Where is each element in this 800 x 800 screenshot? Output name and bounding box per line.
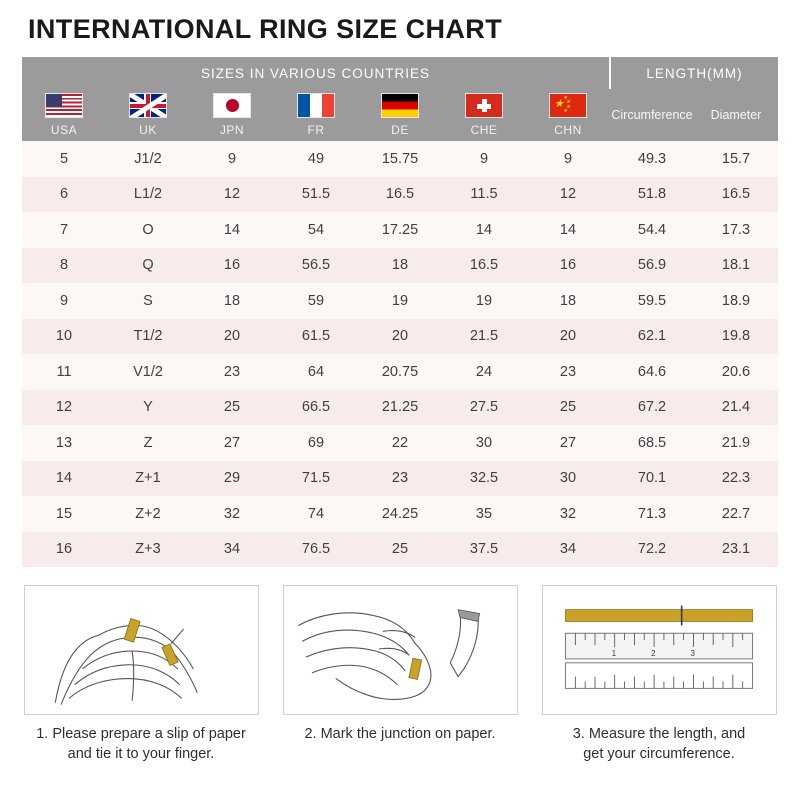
country-code-uk: UK [139,123,157,137]
cell-de: 16.5 [358,177,442,213]
country-code-fr: FR [307,123,325,137]
cell-de: 18 [358,248,442,284]
cell-fr: 56.5 [274,248,358,284]
cell-diameter: 20.6 [694,354,778,390]
svg-text:3: 3 [690,648,695,658]
cell-uk: Z [106,425,190,461]
cell-uk: S [106,283,190,319]
cell-circumference: 54.4 [610,212,694,248]
header-cell-fr [274,89,358,141]
cell-jpn: 20 [190,319,274,355]
cell-usa: 10 [22,319,106,355]
cell-chn: 23 [526,354,610,390]
cell-fr: 76.5 [274,532,358,568]
step-1 [22,585,260,764]
cell-usa: 15 [22,496,106,532]
cell-de: 23 [358,461,442,497]
cell-diameter: 18.1 [694,248,778,284]
table-body [22,141,778,567]
cell-uk: L1/2 [106,177,190,213]
cell-de: 20.75 [358,354,442,390]
table-row [22,248,778,284]
cell-chn: 18 [526,283,610,319]
cell-jpn: 29 [190,461,274,497]
cell-fr: 61.5 [274,319,358,355]
china-flag-icon: ★ ★ ★ ★ ★ [549,93,587,118]
cell-jpn: 9 [190,141,274,177]
step-1-line-1: 1. Please prepare a slip of paper [36,726,246,742]
cell-circumference: 49.3 [610,141,694,177]
header-flags-row [22,89,778,141]
cell-diameter: 23.1 [694,532,778,568]
cell-diameter: 19.8 [694,319,778,355]
country-code-jpn: JPN [219,123,245,137]
svg-text:1: 1 [611,648,616,658]
cell-jpn: 14 [190,212,274,248]
cell-jpn: 16 [190,248,274,284]
hand-marking-paper-with-pen-illustration [283,585,518,715]
cell-jpn: 12 [190,177,274,213]
table-row [22,496,778,532]
cell-de: 24.25 [358,496,442,532]
cell-circumference: 72.2 [610,532,694,568]
country-code-usa: USA [50,123,78,137]
cell-circumference: 56.9 [610,248,694,284]
cell-jpn: 23 [190,354,274,390]
cell-diameter: 18.9 [694,283,778,319]
hand-with-paper-strip-illustration [24,585,259,715]
cell-usa: 11 [22,354,106,390]
uk-flag-icon [129,93,167,118]
table-row [22,177,778,213]
cell-de: 21.25 [358,390,442,426]
france-flag-icon [297,93,335,118]
step-2-line-1: 2. Mark the junction on paper. [304,726,496,742]
cell-usa: 16 [22,532,106,568]
cell-diameter: 22.7 [694,496,778,532]
cell-fr: 66.5 [274,390,358,426]
cell-chn: 9 [526,141,610,177]
cell-fr: 54 [274,212,358,248]
cell-de: 20 [358,319,442,355]
cell-de: 19 [358,283,442,319]
header-group-row [22,57,778,89]
cell-uk: V1/2 [106,354,190,390]
cell-uk: Z+1 [106,461,190,497]
cell-de: 22 [358,425,442,461]
header-cell-de [358,89,442,141]
cell-chn: 14 [526,212,610,248]
cell-diameter: 15.7 [694,141,778,177]
header-cell-diameter [694,89,778,141]
step-1-line-2: and tie it to your finger. [67,746,215,762]
cell-usa: 7 [22,212,106,248]
cell-diameter: 17.3 [694,212,778,248]
svg-text:2: 2 [650,648,656,658]
cell-jpn: 25 [190,390,274,426]
cell-fr: 51.5 [274,177,358,213]
header-cell-circumference [610,89,694,141]
ring-size-table [22,57,778,567]
cell-fr: 64 [274,354,358,390]
diameter-label: Diameter [710,108,762,122]
cell-usa: 14 [22,461,106,497]
cell-uk: Z+2 [106,496,190,532]
cell-che: 11.5 [442,177,526,213]
cell-de: 25 [358,532,442,568]
header-cell-che [442,89,526,141]
cell-usa: 6 [22,177,106,213]
cell-che: 35 [442,496,526,532]
cell-uk: Q [106,248,190,284]
header-cell-usa [22,89,106,141]
cell-diameter: 16.5 [694,177,778,213]
cell-chn: 12 [526,177,610,213]
header-group-countries: SIZES IN VARIOUS COUNTRIES [22,57,610,89]
table-row [22,354,778,390]
cell-uk: O [106,212,190,248]
table-row [22,212,778,248]
cell-che: 9 [442,141,526,177]
cell-jpn: 32 [190,496,274,532]
table-header [22,57,778,141]
table-row [22,425,778,461]
usa-flag-icon [45,93,83,118]
cell-diameter: 21.4 [694,390,778,426]
cell-de: 17.25 [358,212,442,248]
cell-che: 21.5 [442,319,526,355]
cell-uk: Z+3 [106,532,190,568]
cell-che: 24 [442,354,526,390]
step-3-caption [573,724,746,764]
cell-che: 16.5 [442,248,526,284]
table-row [22,532,778,568]
cell-chn: 32 [526,496,610,532]
cell-usa: 13 [22,425,106,461]
cell-circumference: 59.5 [610,283,694,319]
cell-circumference: 71.3 [610,496,694,532]
table-row [22,461,778,497]
header-group-length: LENGTH(MM) [610,57,778,89]
germany-flag-icon [381,93,419,118]
cell-uk: J1/2 [106,141,190,177]
cell-circumference: 62.1 [610,319,694,355]
cell-che: 37.5 [442,532,526,568]
cell-usa: 9 [22,283,106,319]
cell-circumference: 51.8 [610,177,694,213]
table-row [22,283,778,319]
instruction-steps [22,585,778,764]
step-3 [540,585,778,764]
cell-diameter: 22.3 [694,461,778,497]
cell-diameter: 21.9 [694,425,778,461]
table-row [22,319,778,355]
step-2 [281,585,519,764]
step-1-caption [36,724,246,764]
japan-flag-icon [213,93,251,118]
cell-jpn: 18 [190,283,274,319]
cell-chn: 27 [526,425,610,461]
cell-de: 15.75 [358,141,442,177]
cell-usa: 5 [22,141,106,177]
cell-uk: Y [106,390,190,426]
cell-circumference: 67.2 [610,390,694,426]
header-cell-jpn [190,89,274,141]
cell-chn: 20 [526,319,610,355]
cell-chn: 16 [526,248,610,284]
cell-chn: 25 [526,390,610,426]
cell-fr: 59 [274,283,358,319]
cell-usa: 8 [22,248,106,284]
paper-strip-measured-with-ruler-illustration [542,585,777,715]
cell-fr: 74 [274,496,358,532]
cell-che: 27.5 [442,390,526,426]
cell-jpn: 27 [190,425,274,461]
cell-che: 19 [442,283,526,319]
country-code-che: CHE [470,123,498,137]
page-title: INTERNATIONAL RING SIZE CHART [28,14,503,44]
cell-uk: T1/2 [106,319,190,355]
cell-circumference: 70.1 [610,461,694,497]
cell-circumference: 68.5 [610,425,694,461]
header-cell-uk [106,89,190,141]
cell-circumference: 64.6 [610,354,694,390]
cell-usa: 12 [22,390,106,426]
cell-che: 14 [442,212,526,248]
table-row [22,141,778,177]
header-cell-chn [526,89,610,141]
cell-fr: 69 [274,425,358,461]
table-row [22,390,778,426]
step-2-caption [304,724,495,744]
cell-fr: 49 [274,141,358,177]
cell-chn: 34 [526,532,610,568]
step-3-line-2: get your circumference. [583,746,735,762]
cell-fr: 71.5 [274,461,358,497]
step-3-line-1: 3. Measure the length, and [572,726,746,742]
cell-jpn: 34 [190,532,274,568]
circumference-label: Circumference [611,108,693,122]
country-code-de: DE [391,123,409,137]
switzerland-flag-icon [465,93,503,118]
cell-che: 30 [442,425,526,461]
cell-che: 32.5 [442,461,526,497]
cell-chn: 30 [526,461,610,497]
country-code-chn: CHN [554,123,582,137]
